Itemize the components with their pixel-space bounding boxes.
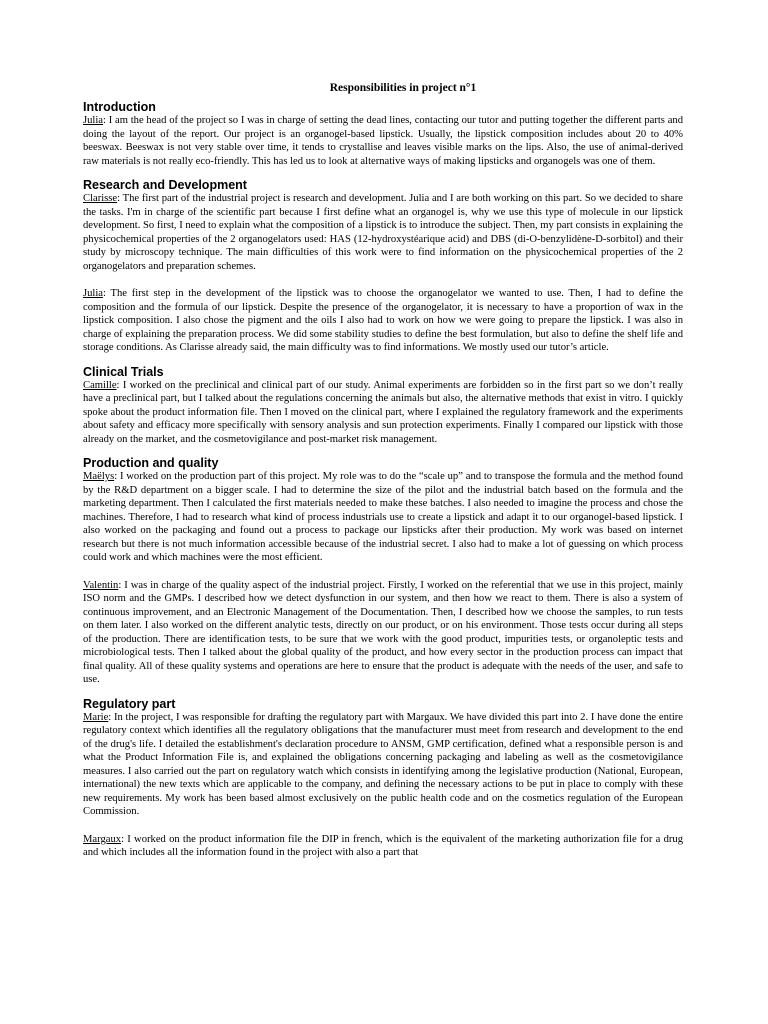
author-name: Clarisse <box>83 193 118 204</box>
paragraph <box>83 579 683 687</box>
section-heading: Clinical Trials <box>83 364 164 379</box>
author-name: Maëlys <box>83 471 115 482</box>
author-name: Marie <box>83 711 109 723</box>
section-introduction <box>83 100 683 168</box>
paragraph-text: : The first step in the development of the lipstick was to choose the organogelator we wanted to use. Then, I had to define the composition and the formula of our lipstick. Despite the presence of the organogelator, it is necessary to have a proportion of wax in the lipstick composition. I also chose the pigment and the oils I also had to work on how we were going to prepare the lipstick. I was also in charge of explaining the preparation process. We did some stability studies to define the best formulation, but also to define the shelf life and storage conditions. As Clarisse already said, the main difficulty was to find informations. We mostly used our tutor’s article. <box>83 288 683 353</box>
section-heading: Production and quality <box>83 456 219 470</box>
paragraph-text: : I was in charge of the quality aspect of the industrial project. Firstly, I worked on the referential that we use in this project, mainly ISO norm and the GMPs. I described how we detect dysfunction in our system, and then how we react to them. There is also a system of continuous improvement, and an Electronic Management of the Documentation. Then, I described how we choose the samples, to run tests on them later. I also worked on the different analytic tests, directly on our product, or on his environment. Those tests occur during all steps of the production. There are identification tests, to be sure that we work with the good product, impurities tests, or organoleptic tests and microbiological tests. Then I talked about the global quality of the product, and how every sector in the production process can impact that final quality. All of these quality systems and operations are here to ensure that the product is adequate with the needs of the user, and safe to use. <box>83 579 683 685</box>
paragraph <box>83 287 683 355</box>
section-regulatory <box>83 697 683 860</box>
paragraph-text: : I worked on the product information file the DIP in french, which is the equivalent of the marketing authorization file for a drug and which includes all the information found in the project with also a part that <box>83 833 683 858</box>
section-production-quality <box>83 456 683 687</box>
paragraph <box>83 114 683 168</box>
author-name: Julia <box>83 115 104 126</box>
paragraph-text: : I am the head of the project so I was in charge of setting the dead lines, contacting our tutor and putting together the different parts and doing the layout of the report. Our project is an organogel-based lipstick. Usually, the lipstick composition includes about 20 to 40% beeswax. Beeswax is not very stable over time, it tends to crystallise and leaves visible marks on the lips. Also, the use of animal-derived raw materials is not really eco-friendly. This has led us to look at alternative ways of making lipsticks and organogels was one of them. <box>83 115 683 167</box>
author-name: Valentin <box>83 579 119 591</box>
author-name: Camille <box>83 379 117 391</box>
paragraph <box>83 192 683 273</box>
document-title: Responsibilities in project n°1 <box>329 82 477 94</box>
section-heading: Introduction <box>83 100 156 114</box>
paragraph-text: : The first part of the industrial project is research and development. Julia and I are both working on this part. So we decided to share the tasks. I'm in charge of the scientific part because I first define what an organogel is, why we use this type of molecule in our lipstick development. So first, I need to explain what the composition of a lipstick is to introduce the subject. Then, my part consists in explaining the physicochemical properties of the 2 organogelators used: HAS (12-hydroxystéarique acid) and DBS (di-O-benzylidène-D-sorbitol) and their study by microscopy technique. The main difficulties of this work were to find information on the physicochemical properties of the 2 organogelators and preparation schemes. <box>83 193 684 272</box>
author-name: Margaux <box>83 833 122 845</box>
paragraph <box>83 379 683 447</box>
author-name: Julia <box>83 288 104 299</box>
paragraph-text: : In the project, I was responsible for drafting the regulatory part with Margaux. We have divided this part into 2. I have done the entire regulatory context which identifies all the regulatory obligations that the manufacturer must meet from research and development to the end of the drug's life. I detailed the establishment's declaration procedure to ANSM, GMP certification, defined what a responsible person is and what the Product Information File is, and explained the obligations concerning packaging and labeling as well as the cosmetovigilance measures. I also carried out the part on regulatory watch which consists in identifying among the legislative production (National, European, international) the new texts which are applicable to the company, and defining the necessary actions to be put in place to comply with these new requirements. My work has been based almost exclusively on the public health code and on the cosmetics regulation of the European Commission. <box>83 711 683 817</box>
paragraph <box>83 711 683 819</box>
paragraph <box>83 833 683 860</box>
section-heading: Research and Development <box>83 178 247 192</box>
section-heading: Regulatory part <box>83 696 176 711</box>
paragraph-text: : I worked on the production part of this project. My role was to do the “scale up” and to transpose the formula and the method found by the R&D department on a bigger scale. I had to determine the size of the pilot and the industrial batch based on the formula and the marketing department. Then I calculated the first materials needed to make these batches. I also needed to imagine the process and chose the machines. Therefore, I had to research what kind of process industrials use to create a lipstick and adapt it to our organogel-based lipstick. I also worked on the packaging and found out a process to package our lipsticks after their production. My work was based on internet research but there is not much information accessible because of the industrial secret. I also had to make a lot of guessing on which process could work and which machines were the most efficient. <box>83 471 683 563</box>
paragraph <box>83 470 683 565</box>
section-research-development <box>83 178 683 355</box>
paragraph-text: : I worked on the preclinical and clinical part of our study. Animal experiments are forbidden so in the first part so we don’t really have a preclinical part, but I talked about the regulations concerning the animals but also, the alternative methods that exist in vitro. I quickly spoke about the product information file. Then I moved on the clinical part, where I explained the regulatory framework and the experiments about safety and efficacy more specifically with sensory analysis and sun protection experiments. Finally I compared our lipstick with those already on the market, and the cosmetovigilance and post-market risk management. <box>83 379 683 445</box>
section-clinical-trials <box>83 365 683 447</box>
document-page <box>83 82 683 870</box>
